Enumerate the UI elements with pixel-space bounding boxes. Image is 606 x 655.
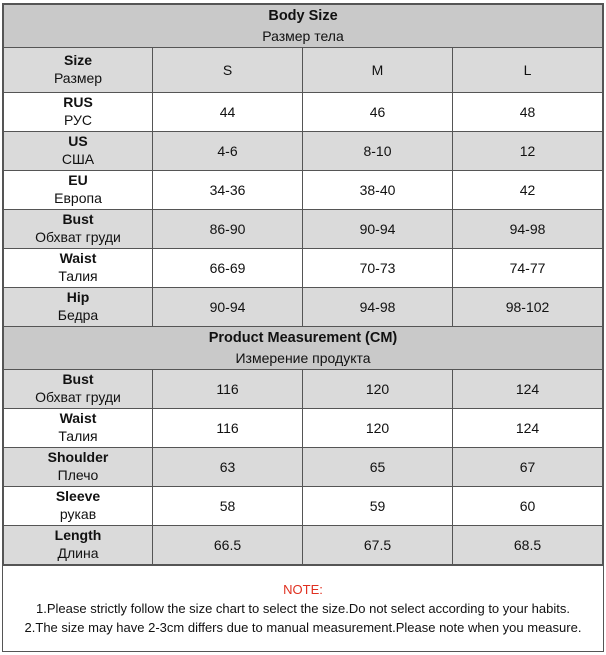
row-label-ru: Талия [58,268,98,284]
body-size-title-cell [4,5,603,48]
value-cell: 4-6 [153,132,303,171]
value-cell: 12 [453,132,603,171]
body-size-title: Body Size [268,8,338,24]
size-col-m: M [303,48,453,93]
row-label-ru: Обхват груди [35,229,121,245]
value-cell: 116 [153,409,303,448]
row-label-cell [4,409,153,448]
row-label-cell [4,370,153,409]
table-row [4,487,603,526]
row-label: Shoulder [47,449,109,465]
row-label-cell [4,210,153,249]
size-col-s: S [153,48,303,93]
size-table [3,4,603,565]
size-col-l: L [453,48,603,93]
product-measurement-title: Product Measurement (CM) [208,330,398,346]
value-cell: 46 [303,93,453,132]
value-cell: 8-10 [303,132,453,171]
row-label-cell [4,93,153,132]
value-cell: 67 [453,448,603,487]
value-cell: 42 [453,171,603,210]
body-size-header [4,5,603,48]
value-cell: 120 [303,409,453,448]
row-label-ru: Бедра [57,307,99,323]
value-cell: 60 [453,487,603,526]
row-label-ru: Талия [58,428,98,444]
size-chart [2,3,604,652]
value-cell: 65 [303,448,453,487]
row-label-cell [4,171,153,210]
value-cell: 48 [453,93,603,132]
row-label-ru: РУС [63,112,93,128]
row-label: US [68,133,88,149]
row-label-ru: Плечо [57,467,99,483]
body-size-title-ru: Размер тела [262,28,344,44]
note-line-1: 1.Please strictly follow the size chart to select the size.Do not select according to your habits. [36,601,570,616]
product-measurement-title-ru: Измерение продукта [235,350,371,366]
row-label-cell [4,487,153,526]
row-label: Sleeve [55,488,101,504]
value-cell: 124 [453,409,603,448]
size-table-body [4,5,603,565]
value-cell: 74-77 [453,249,603,288]
table-row [4,210,603,249]
row-label-cell [4,288,153,327]
value-cell: 94-98 [453,210,603,249]
value-cell: 67.5 [303,526,453,565]
size-label-ru: Размер [53,70,103,86]
table-row [4,409,603,448]
value-cell: 44 [153,93,303,132]
row-label: Hip [66,289,90,305]
size-label: Size [63,52,92,68]
value-cell: 34-36 [153,171,303,210]
value-cell: 59 [303,487,453,526]
value-cell: 70-73 [303,249,453,288]
size-label-cell [4,48,153,93]
row-label: Waist [59,410,97,426]
value-cell: 94-98 [303,288,453,327]
value-cell: 68.5 [453,526,603,565]
value-cell: 38-40 [303,171,453,210]
row-label-cell [4,448,153,487]
row-label-ru: рукав [59,506,97,522]
row-label: Length [54,527,102,543]
note-box [3,565,603,651]
row-label: RUS [63,94,93,110]
product-measurement-title-cell [4,327,603,370]
value-cell: 116 [153,370,303,409]
value-cell: 98-102 [453,288,603,327]
row-label-ru: Европа [54,190,102,206]
size-header-row [4,48,603,93]
row-label-ru: Длина [57,545,99,561]
note-line-2: 2.The size may have 2-3cm differs due to manual measurement.Please note when you measure. [24,620,582,635]
value-cell: 90-94 [153,288,303,327]
row-label-ru: Обхват груди [35,389,121,405]
table-row [4,132,603,171]
value-cell: 86-90 [153,210,303,249]
row-label: Bust [62,371,94,387]
value-cell: 66.5 [153,526,303,565]
row-label: Waist [59,250,97,266]
row-label: Bust [62,211,94,227]
table-row [4,93,603,132]
value-cell: 120 [303,370,453,409]
note-title: NOTE: [283,582,323,597]
value-cell: 124 [453,370,603,409]
table-row [4,249,603,288]
value-cell: 90-94 [303,210,453,249]
table-row [4,171,603,210]
row-label: EU [68,172,88,188]
row-label-cell [4,249,153,288]
row-label-cell [4,132,153,171]
value-cell: 58 [153,487,303,526]
row-label-ru: США [61,151,95,167]
row-label-cell [4,526,153,565]
table-row [4,370,603,409]
product-measurement-header [4,327,603,370]
table-row [4,288,603,327]
table-row [4,526,603,565]
table-row [4,448,603,487]
value-cell: 66-69 [153,249,303,288]
value-cell: 63 [153,448,303,487]
